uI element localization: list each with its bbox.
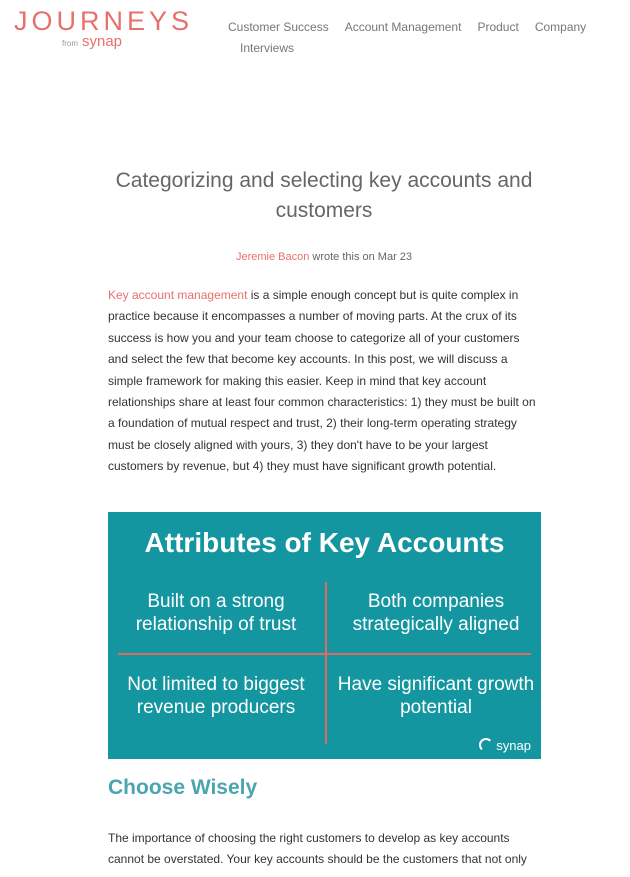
intro-text: is a simple enough concept but is quite complex in practice because it encompasses a number of moving parts. At the crux of its success is how you and your team choose to categorize all of your customers and select the few that become key accounts. In this post, we will discuss a simple framework for making this easier. Keep in mind that key account relationships share at least four common characteristics: 1) they must be built on a foundation of mutual respect and trust, 2) their long-term operating strategy must be closely aligned with yours, 3) they don't have to be your largest customers by revenue, but 4) they must have significant growth potential. bbox=[108, 288, 536, 474]
figure-synap-logo bbox=[479, 738, 531, 753]
journeys-logo[interactable] bbox=[14, 6, 194, 50]
nav-product[interactable]: Product bbox=[477, 20, 519, 34]
author-link[interactable]: Jeremie Bacon bbox=[235, 251, 310, 263]
intro-paragraph bbox=[108, 285, 540, 478]
nav-company[interactable]: Company bbox=[534, 20, 587, 34]
figure-cell-aligned: Both companies strategically aligned bbox=[352, 591, 520, 635]
page-title: Categorizing and selecting key accounts and customers bbox=[115, 169, 533, 222]
logo-wordmark: JOURNEYS bbox=[14, 6, 194, 36]
figure-cell-trust: Built on a strong relationship of trust bbox=[135, 591, 297, 635]
byline bbox=[110, 251, 538, 263]
main-nav bbox=[228, 17, 608, 59]
synap-logo-icon bbox=[479, 738, 493, 752]
key-accounts-figure bbox=[108, 512, 541, 759]
site-header bbox=[0, 0, 630, 70]
figure-cell-revenue: Not limited to biggest revenue producers bbox=[127, 674, 305, 718]
figure-cell-growth: Have significant growth potential bbox=[337, 674, 535, 718]
byline-date: wrote this on Mar 23 bbox=[309, 251, 413, 263]
logo-subtitle bbox=[62, 33, 122, 51]
figure-horizontal-divider bbox=[118, 653, 531, 655]
nav-account-management[interactable]: Account Management bbox=[344, 20, 462, 34]
figure-brand: synap bbox=[496, 738, 531, 753]
figure-vertical-divider bbox=[325, 582, 327, 744]
section-heading: Choose Wisely bbox=[108, 776, 258, 799]
section-paragraph: The importance of choosing the right customers to develop as key accounts cannot be overstated. Your key accounts should be the customers that not only bbox=[108, 831, 527, 867]
key-account-management-link[interactable]: Key account management bbox=[108, 288, 248, 302]
logo-brand: synap bbox=[82, 33, 123, 50]
figure-title: Attributes of Key Accounts bbox=[144, 527, 505, 558]
nav-customer-success[interactable]: Customer Success bbox=[228, 20, 329, 34]
nav-interviews[interactable]: Interviews bbox=[240, 41, 295, 55]
logo-from: from bbox=[62, 39, 78, 48]
